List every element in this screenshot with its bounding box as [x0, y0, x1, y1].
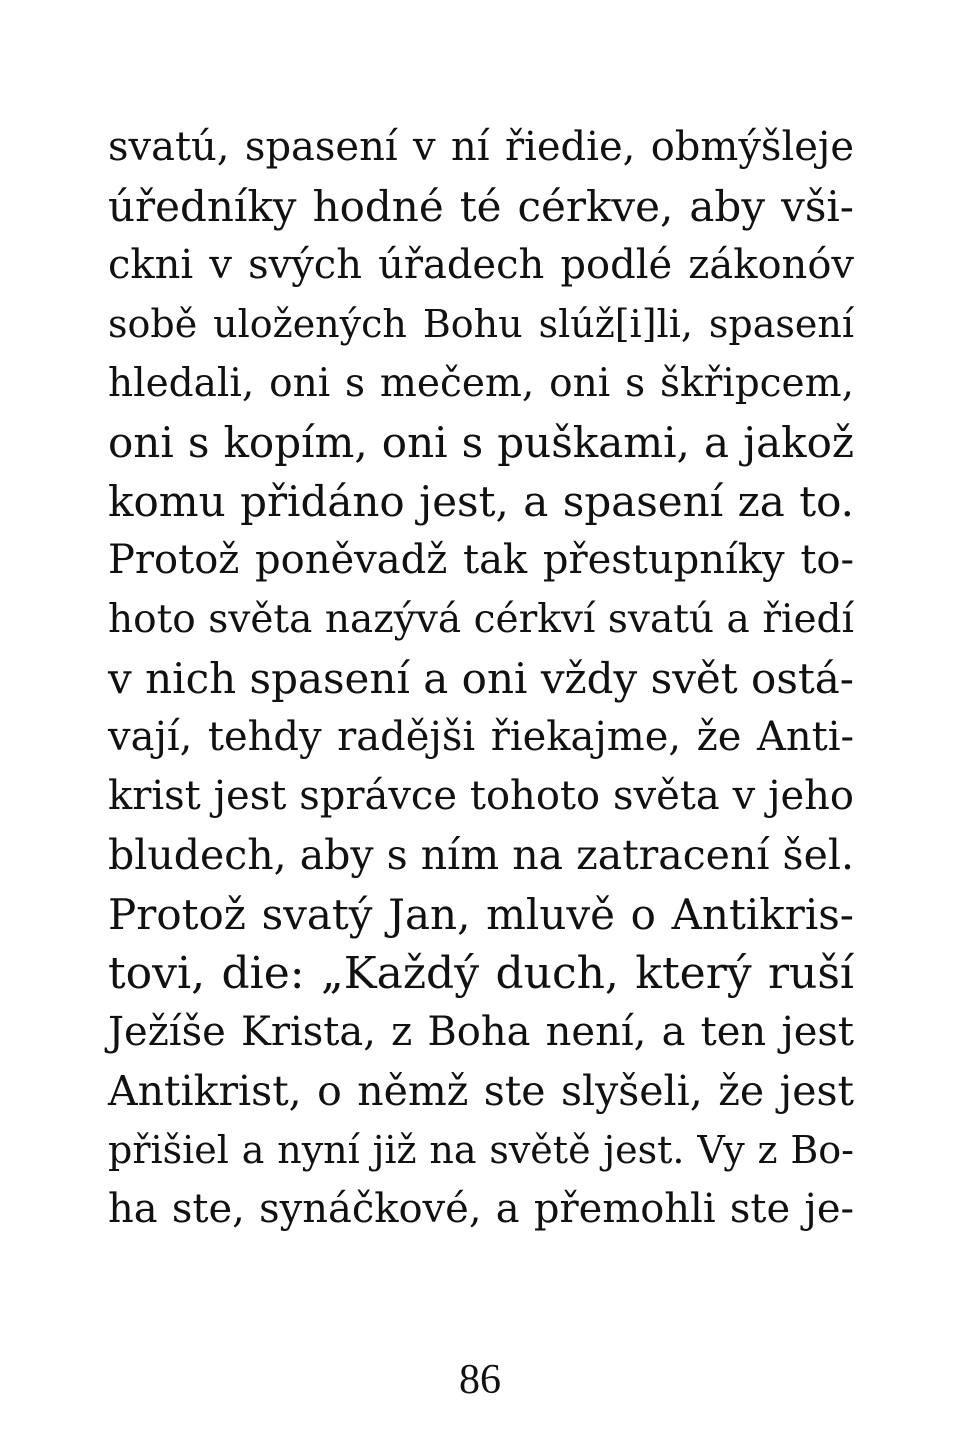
text-line: vají, tehdy radějši řiekajme, že Anti- [108, 714, 854, 760]
text-line: Ježíše Krista, z Boha není, a ten jest [108, 1009, 854, 1055]
text-line: v nich spasení a oni vždy svět ostá- [108, 654, 854, 703]
text-line: tovi, die: „Každý duch, který ruší [108, 948, 854, 999]
text-line: hoto světa nazývá cérkví svatú a řiedí [108, 597, 854, 642]
text-line: ckni v svých úřadech podlé zákonóv [108, 242, 854, 288]
text-line: Protož poněvadž tak přestupníky to- [108, 537, 854, 583]
text-line: bludech, aby s ním na zatracení šel. [108, 831, 854, 879]
text-line: sobě uložených Bohu slúž[i]li, spasení [108, 302, 854, 346]
text-line: krist jest správce tohoto světa v jeho [108, 773, 854, 819]
page-number: 86 [459, 1357, 501, 1403]
text-line: Protož svatý Jan, mluvě o Antikris- [108, 890, 854, 939]
text-line: hledali, oni s mečem, oni s škřipcem, [108, 361, 854, 406]
text-line: ha ste, synáčkové, a přemohli ste je- [108, 1186, 854, 1232]
text-line: Antikrist, o němž ste slyšeli, že jest [108, 1067, 854, 1115]
text-line: úředníky hodné té cérkve, aby vši- [108, 182, 854, 231]
body-text [108, 118, 854, 1239]
text-line: přišiel a nyní již na světě jest. Vy z Bo- [108, 1128, 854, 1172]
text-line: komu přidáno jest, a spasení za to. [108, 477, 854, 526]
text-line: oni s kopím, oni s puškami, a jakož [108, 418, 854, 467]
text-line: svatú, spasení v ní řiedie, obmýšleje [108, 124, 854, 170]
